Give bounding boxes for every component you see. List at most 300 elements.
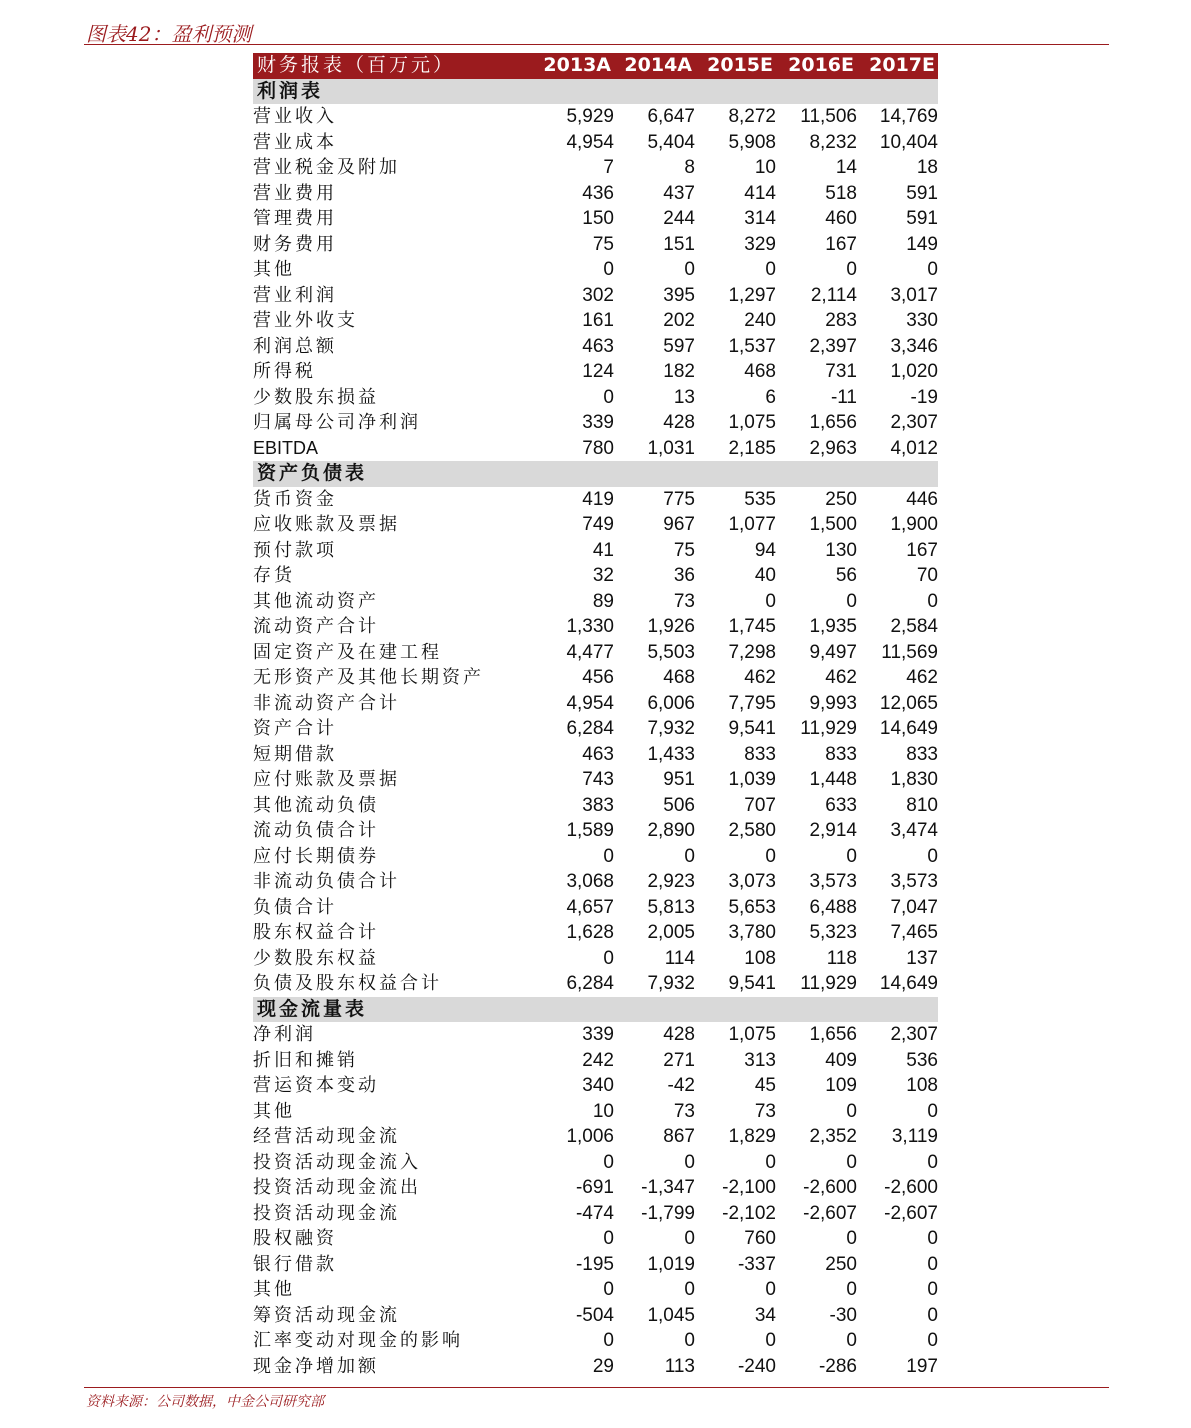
table-row (253, 410, 938, 436)
value-cell: 0 (603, 386, 614, 408)
table-row (253, 257, 938, 283)
value-cell: 244 (663, 208, 695, 229)
row-label: 其他 (253, 259, 295, 280)
value-cell: 11,929 (800, 973, 857, 994)
table-row (253, 614, 938, 640)
value-cell: 202 (663, 310, 695, 331)
value-cell: -2,102 (722, 1202, 776, 1224)
value-cell: 6 (765, 386, 776, 408)
value-cell: 45 (754, 1075, 776, 1096)
value-cell: 73 (754, 1100, 776, 1122)
table-row (253, 308, 938, 334)
value-cell: 1,077 (728, 514, 776, 535)
row-label: 营业税金及附加 (253, 157, 400, 178)
value-cell: -1,347 (641, 1177, 695, 1198)
table-row (253, 818, 938, 844)
table-row (253, 155, 938, 181)
value-cell: 2,923 (647, 871, 695, 892)
year-header: 2014A (614, 53, 695, 79)
row-label: 非流动负债合计 (253, 871, 400, 892)
value-cell: 1,656 (809, 1024, 857, 1045)
value-cell: -1,799 (641, 1202, 695, 1224)
value-cell: 0 (603, 259, 614, 280)
value-cell: 5,653 (728, 896, 776, 918)
value-cell: 0 (846, 259, 857, 280)
value-cell: 5,813 (647, 896, 695, 918)
row-label: 流动资产合计 (253, 616, 379, 637)
value-cell: 250 (825, 488, 857, 510)
value-cell: -474 (575, 1202, 614, 1224)
table-row (253, 1022, 938, 1048)
value-cell: 409 (825, 1049, 857, 1071)
value-cell: 2,114 (810, 284, 857, 306)
value-cell: 314 (744, 208, 776, 229)
value-cell: 633 (825, 794, 857, 816)
value-cell: 760 (744, 1228, 776, 1249)
value-cell: 2,352 (809, 1126, 857, 1147)
value-cell: 436 (582, 182, 614, 204)
row-label: 投资活动现金流入 (253, 1151, 421, 1173)
value-cell: 506 (663, 794, 695, 816)
table-row (253, 538, 938, 564)
value-cell: 446 (906, 488, 938, 510)
value-cell: 456 (582, 667, 614, 688)
value-cell: 3,119 (891, 1126, 938, 1147)
value-cell: 0 (927, 1279, 938, 1300)
row-label: 营业费用 (253, 182, 337, 204)
figure-title: 图表42：盈利预测 (86, 22, 252, 46)
value-cell: 0 (603, 1279, 614, 1300)
row-label: 应收账款及票据 (253, 514, 400, 535)
value-cell: 3,017 (890, 284, 938, 306)
value-cell: 3,068 (566, 871, 614, 892)
value-cell: 2,397 (809, 335, 857, 357)
value-cell: 1,745 (728, 616, 776, 637)
value-cell: 2,584 (890, 616, 938, 637)
value-cell: 70 (916, 565, 938, 586)
row-label: 现金净增加额 (253, 1355, 379, 1377)
value-cell: 462 (825, 667, 857, 688)
value-cell: -2,600 (803, 1177, 857, 1198)
value-cell: -19 (910, 386, 938, 408)
value-cell: -2,607 (803, 1202, 857, 1224)
value-cell: 329 (744, 233, 776, 255)
value-cell: 6,488 (809, 896, 857, 918)
value-cell: 383 (582, 794, 614, 816)
value-cell: 0 (846, 845, 857, 867)
value-cell: 197 (906, 1355, 938, 1377)
value-cell: 0 (765, 1330, 776, 1351)
value-cell: 0 (927, 1330, 938, 1351)
value-cell: 75 (592, 233, 614, 255)
value-cell: 707 (744, 794, 776, 816)
header-row (253, 53, 938, 79)
table-row (253, 742, 938, 768)
value-cell: 130 (825, 539, 857, 561)
row-label: 营运资本变动 (253, 1075, 379, 1096)
row-label: 预付款项 (253, 539, 337, 561)
row-label: 少数股东损益 (253, 386, 379, 408)
value-cell: 0 (846, 1100, 857, 1122)
row-label: 营业收入 (253, 106, 337, 127)
value-cell: 7 (603, 157, 614, 178)
value-cell: 0 (846, 1151, 857, 1173)
value-cell: 2,914 (809, 820, 857, 841)
value-cell: 4,012 (890, 437, 938, 459)
value-cell: 0 (603, 1330, 614, 1351)
value-cell: 7,047 (890, 896, 938, 918)
value-cell: -691 (575, 1177, 614, 1198)
value-cell: 0 (765, 590, 776, 612)
value-cell: 167 (906, 539, 938, 561)
row-label: 资产合计 (253, 718, 337, 739)
value-cell: -42 (667, 1075, 695, 1096)
value-cell: 8 (684, 157, 695, 178)
value-cell: 1,433 (647, 743, 695, 765)
value-cell: 56 (835, 565, 857, 586)
value-cell: 94 (754, 539, 776, 561)
value-cell: 161 (582, 310, 614, 331)
value-cell: -11 (830, 386, 857, 408)
value-cell: 951 (663, 769, 695, 790)
row-label: 汇率变动对现金的影响 (253, 1330, 463, 1351)
table-row (253, 512, 938, 538)
value-cell: 4,954 (566, 131, 614, 153)
table-row (253, 1354, 938, 1380)
table-body (253, 79, 938, 1380)
value-cell: 1,900 (890, 514, 938, 535)
value-cell: 1,926 (647, 616, 695, 637)
table-row (253, 844, 938, 870)
value-cell: 1,020 (890, 361, 938, 382)
value-cell: 4,657 (566, 896, 614, 918)
value-cell: -2,600 (884, 1177, 938, 1198)
value-cell: -337 (737, 1253, 776, 1275)
row-label: 营业利润 (253, 284, 337, 306)
value-cell: 13 (673, 386, 695, 408)
table-row (253, 895, 938, 921)
value-cell: 0 (684, 1151, 695, 1173)
row-label: 负债及股东权益合计 (253, 973, 442, 994)
row-label: 营业外收支 (253, 310, 358, 331)
value-cell: 4,477 (566, 641, 614, 663)
value-cell: 780 (582, 437, 614, 459)
value-cell: 0 (684, 259, 695, 280)
table-row (253, 385, 938, 411)
value-cell: 0 (603, 1228, 614, 1249)
table-row (253, 920, 938, 946)
value-cell: -240 (737, 1355, 776, 1377)
value-cell: 0 (927, 845, 938, 867)
value-cell: 75 (673, 539, 695, 561)
row-label: 其他 (253, 1100, 295, 1122)
table-row (253, 1150, 938, 1176)
value-cell: 5,404 (647, 131, 695, 153)
value-cell: 12,065 (879, 692, 938, 714)
table-row (253, 334, 938, 360)
value-cell: 0 (846, 1330, 857, 1351)
value-cell: 536 (906, 1049, 938, 1071)
value-cell: 5,929 (566, 106, 614, 127)
value-cell: 463 (582, 335, 614, 357)
value-cell: 1,589 (566, 820, 614, 841)
value-cell: -2,607 (884, 1202, 938, 1224)
value-cell: 2,963 (809, 437, 857, 459)
table-row (253, 793, 938, 819)
value-cell: 414 (744, 182, 776, 204)
section-title: 利润表 (253, 79, 938, 105)
bottom-divider (84, 1387, 1109, 1388)
value-cell: 2,185 (728, 437, 776, 459)
table-row (253, 130, 938, 156)
row-label: 流动负债合计 (253, 820, 379, 841)
value-cell: 36 (673, 565, 695, 586)
row-label: 营业成本 (253, 131, 337, 153)
row-label: 所得税 (253, 361, 316, 382)
section-title: 现金流量表 (253, 997, 938, 1023)
value-cell: 731 (825, 361, 857, 382)
value-cell: 2,307 (890, 1024, 938, 1045)
value-cell: 14 (835, 157, 857, 178)
table-row (253, 1073, 938, 1099)
value-cell: 1,656 (809, 412, 857, 433)
year-header: 2013A (533, 53, 614, 79)
value-cell: 2,005 (647, 922, 695, 943)
value-cell: 3,073 (728, 871, 776, 892)
row-label: 经营活动现金流 (253, 1126, 400, 1147)
value-cell: 167 (825, 233, 857, 255)
row-label: 投资活动现金流出 (253, 1177, 421, 1198)
value-cell: 4,954 (566, 692, 614, 714)
row-label: 短期借款 (253, 743, 337, 765)
value-cell: 428 (663, 412, 695, 433)
table-row (253, 1328, 938, 1354)
value-cell: 11,506 (800, 106, 857, 127)
row-label: EBITDA (253, 437, 319, 458)
table-row (253, 946, 938, 972)
value-cell: 0 (927, 1228, 938, 1249)
table-row (253, 1252, 938, 1278)
value-cell: 242 (582, 1049, 614, 1071)
value-cell: 1,297 (728, 284, 776, 306)
value-cell: 3,573 (890, 871, 938, 892)
value-cell: 775 (663, 488, 695, 510)
table-row (253, 716, 938, 742)
value-cell: 1,935 (809, 616, 857, 637)
value-cell: 0 (603, 845, 614, 867)
row-label: 固定资产及在建工程 (253, 641, 442, 663)
table-row (253, 487, 938, 513)
value-cell: 73 (673, 1100, 695, 1122)
value-cell: 340 (582, 1075, 614, 1096)
value-cell: -504 (575, 1304, 614, 1326)
value-cell: 10 (754, 157, 776, 178)
row-label: 少数股东权益 (253, 947, 379, 969)
value-cell: 7,298 (728, 641, 776, 663)
value-cell: 9,497 (809, 641, 857, 663)
value-cell: 0 (846, 590, 857, 612)
row-label: 应付账款及票据 (253, 769, 400, 790)
table-row (253, 1124, 938, 1150)
value-cell: 0 (927, 1100, 938, 1122)
value-cell: 9,541 (728, 973, 776, 994)
value-cell: 0 (927, 259, 938, 280)
value-cell: 0 (765, 259, 776, 280)
table-row (253, 1277, 938, 1303)
row-label: 归属母公司净利润 (253, 412, 421, 433)
year-header: 2015E (695, 53, 776, 79)
header-label: 财务报表（百万元） (253, 53, 533, 79)
table-row (253, 767, 938, 793)
value-cell: 29 (592, 1355, 614, 1377)
value-cell: 6,006 (647, 692, 695, 714)
value-cell: 6,284 (566, 973, 614, 994)
value-cell: 1,039 (728, 769, 776, 790)
value-cell: 0 (927, 1253, 938, 1275)
table-row (253, 563, 938, 589)
section-header-row (253, 79, 938, 105)
value-cell: 339 (582, 412, 614, 433)
table-row (253, 359, 938, 385)
value-cell: 330 (906, 310, 938, 331)
source-note: 资料来源：公司数据，中金公司研究部 (86, 1394, 324, 1410)
row-label: 应付长期债券 (253, 845, 379, 867)
value-cell: 124 (582, 361, 614, 382)
value-cell: 5,323 (809, 922, 857, 943)
value-cell: 113 (664, 1355, 695, 1377)
row-label: 投资活动现金流 (253, 1202, 400, 1224)
value-cell: 7,932 (647, 973, 695, 994)
value-cell: 462 (744, 667, 776, 688)
row-label: 银行借款 (253, 1253, 337, 1275)
table-row (253, 283, 938, 309)
value-cell: -2,100 (722, 1177, 776, 1198)
section-header-row (253, 997, 938, 1023)
value-cell: 8,272 (728, 106, 776, 127)
value-cell: 395 (663, 284, 695, 306)
value-cell: 6,647 (647, 106, 695, 127)
value-cell: 10,404 (879, 131, 938, 153)
value-cell: 40 (754, 565, 776, 586)
value-cell: 810 (906, 794, 938, 816)
value-cell: 151 (663, 233, 695, 255)
row-label: 股权融资 (253, 1228, 337, 1249)
value-cell: 3,346 (890, 335, 938, 357)
value-cell: 0 (603, 1151, 614, 1173)
value-cell: -286 (818, 1355, 857, 1377)
value-cell: 14,649 (879, 718, 938, 739)
value-cell: 9,993 (809, 692, 857, 714)
value-cell: 1,075 (728, 1024, 776, 1045)
table-row (253, 1303, 938, 1329)
value-cell: 1,019 (647, 1253, 695, 1275)
value-cell: 0 (927, 1151, 938, 1173)
row-label: 净利润 (253, 1024, 316, 1045)
value-cell: 518 (825, 182, 857, 204)
value-cell: 313 (744, 1049, 776, 1071)
value-cell: 1,448 (809, 769, 857, 790)
table-row (253, 640, 938, 666)
table-row (253, 971, 938, 997)
table-row (253, 1201, 938, 1227)
value-cell: 463 (582, 743, 614, 765)
year-header: 2017E (857, 53, 938, 79)
table-row (253, 1048, 938, 1074)
value-cell: 0 (927, 590, 938, 612)
row-label: 其他流动资产 (253, 590, 379, 612)
value-cell: 11,929 (800, 718, 857, 739)
value-cell: 0 (684, 1228, 695, 1249)
row-label: 负债合计 (253, 896, 337, 918)
value-cell: 749 (582, 514, 614, 535)
value-cell: 137 (906, 947, 938, 969)
value-cell: 108 (906, 1075, 938, 1096)
value-cell: 89 (592, 590, 614, 612)
value-cell: 535 (744, 488, 776, 510)
value-cell: 109 (825, 1075, 857, 1096)
value-cell: 0 (603, 947, 614, 969)
value-cell: 2,580 (728, 820, 776, 841)
value-cell: 11,569 (881, 641, 938, 663)
value-cell: 3,573 (809, 871, 857, 892)
table-row (253, 1099, 938, 1125)
table-row (253, 665, 938, 691)
value-cell: 0 (765, 1151, 776, 1173)
value-cell: 0 (846, 1279, 857, 1300)
value-cell: 437 (663, 182, 695, 204)
value-cell: 302 (582, 284, 614, 306)
value-cell: 967 (663, 514, 695, 535)
value-cell: 118 (826, 947, 857, 969)
value-cell: 14,769 (879, 106, 938, 127)
table-row (253, 206, 938, 232)
value-cell: 6,284 (566, 718, 614, 739)
table-row (253, 869, 938, 895)
value-cell: 41 (592, 539, 614, 561)
table-row (253, 232, 938, 258)
value-cell: 468 (744, 361, 776, 382)
year-header: 2016E (776, 53, 857, 79)
value-cell: 14,649 (879, 973, 938, 994)
value-cell: 149 (906, 233, 938, 255)
table-row (253, 436, 938, 462)
row-label: 折旧和摊销 (253, 1049, 358, 1071)
section-title: 资产负债表 (253, 461, 938, 487)
value-cell: 0 (684, 845, 695, 867)
section-header-row (253, 461, 938, 487)
financial-statement-table (253, 53, 938, 1379)
value-cell: 1,830 (890, 769, 938, 790)
value-cell: 150 (582, 208, 614, 229)
value-cell: 3,780 (728, 922, 776, 943)
value-cell: 2,890 (647, 820, 695, 841)
value-cell: 0 (927, 1304, 938, 1326)
value-cell: 7,795 (728, 692, 776, 714)
value-cell: 339 (582, 1024, 614, 1045)
value-cell: 1,330 (566, 616, 614, 637)
value-cell: 3,474 (890, 820, 938, 841)
top-divider (84, 44, 1109, 45)
value-cell: 1,829 (728, 1126, 776, 1147)
value-cell: -30 (829, 1304, 857, 1326)
value-cell: 419 (582, 488, 614, 510)
row-label: 财务费用 (253, 233, 337, 255)
row-label: 其他流动负债 (253, 794, 379, 816)
value-cell: 462 (906, 667, 938, 688)
value-cell: 1,075 (728, 412, 776, 433)
row-label: 管理费用 (253, 208, 337, 229)
value-cell: 0 (684, 1330, 695, 1351)
